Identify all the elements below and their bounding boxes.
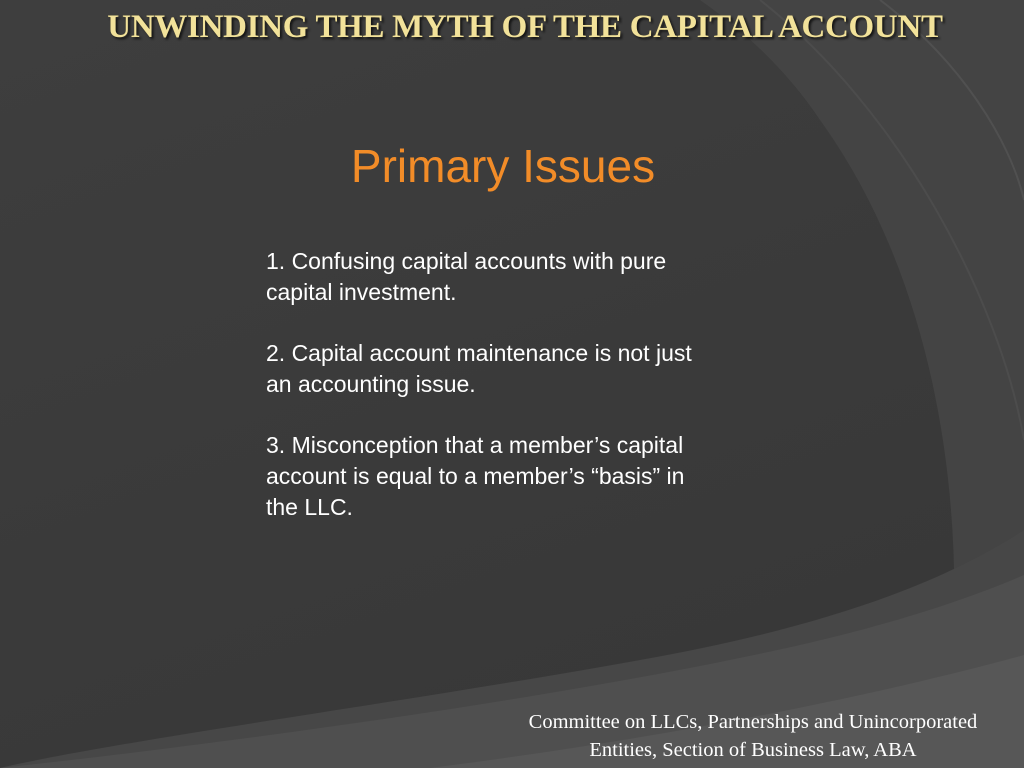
issue-text-line: 3. Misconception that a member’s capital	[266, 432, 684, 458]
issue-text-line: capital investment.	[266, 279, 457, 305]
footer-attribution	[488, 708, 1018, 764]
issue-item	[266, 430, 766, 523]
issue-text-line: 1. Confusing capital accounts with pure	[266, 248, 667, 274]
presentation-title: UNWINDING THE MYTH OF THE CAPITAL ACCOUNT	[107, 9, 943, 45]
footer-line: Committee on LLCs, Partnerships and Unincorporated	[528, 711, 978, 733]
issue-item	[266, 246, 766, 308]
issue-item	[266, 338, 766, 400]
issue-text-line: the LLC.	[266, 494, 353, 520]
issues-list	[266, 246, 766, 553]
issue-text-line: 2. Capital account maintenance is not just	[266, 340, 692, 366]
slide-heading: Primary Issues	[350, 140, 656, 192]
footer-line: Entities, Section of Business Law, ABA	[589, 739, 917, 761]
issue-text-line: account is equal to a member’s “basis” in	[266, 463, 685, 489]
issue-text-line: an accounting issue.	[266, 371, 476, 397]
